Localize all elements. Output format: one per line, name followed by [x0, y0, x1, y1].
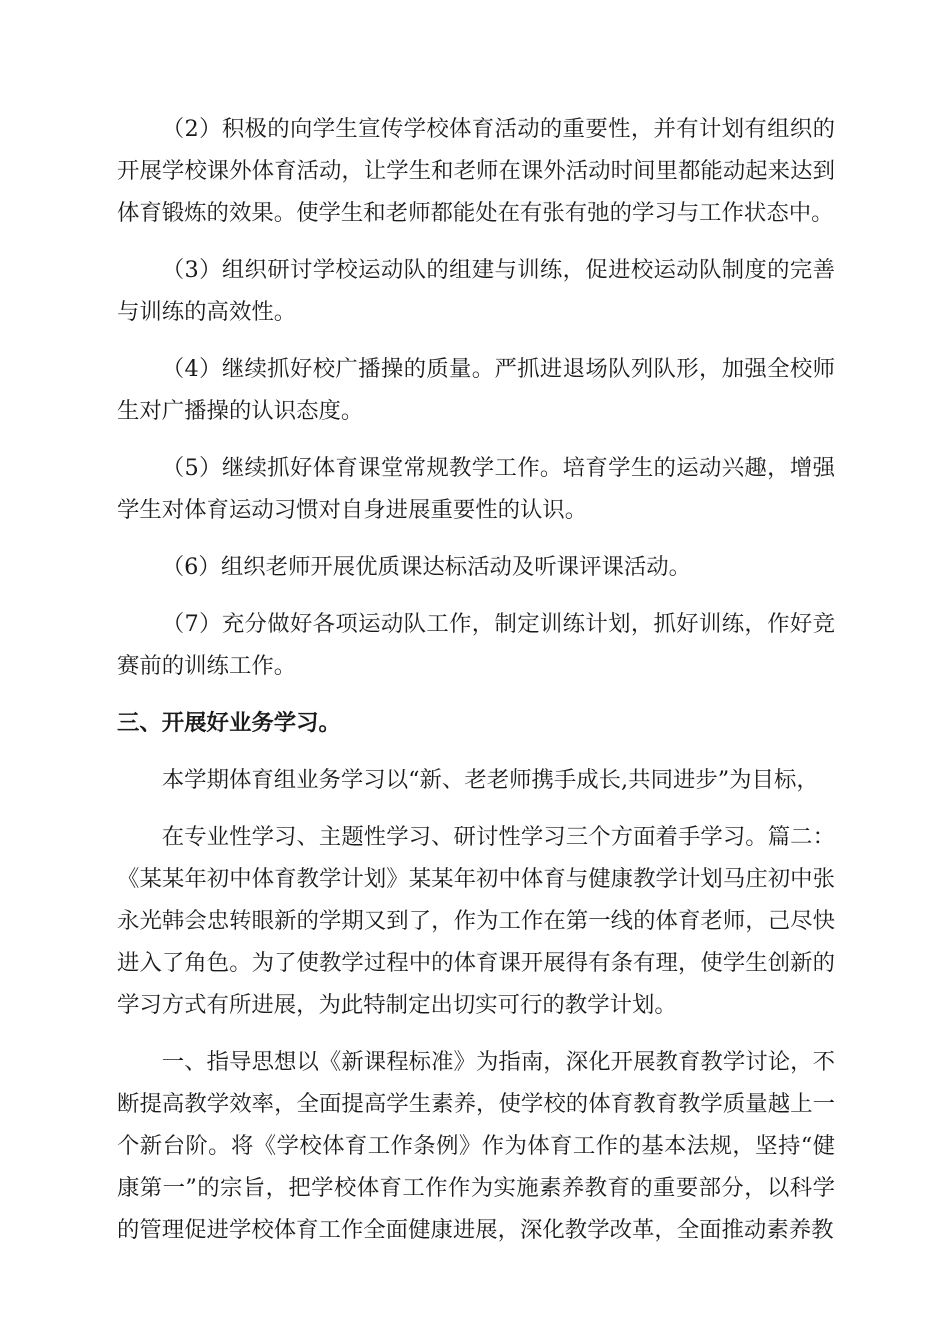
paragraph-item-3: （3）组织研讨学校运动队的组建与训练，促进校运动队制度的完善与训练的高效性。	[117, 257, 835, 325]
document-body	[117, 108, 835, 1266]
paragraph-item-7: （7）充分做好各项运动队工作，制定训练计划，抓好训练，作好竞赛前的训练工作。	[117, 611, 835, 679]
paragraph-item-4: （4）继续抓好校广播操的质量。严抓进退场队列队形，加强全校师生对广播操的认识态度。	[117, 356, 835, 424]
paragraph-item-6: （6）组织老师开展优质课达标活动及听课评课活动。	[161, 554, 692, 580]
guiding-ideology-paragraph: 一、指导思想以《新课程标准》为指南，深化开展教育教学讨论，不断提高教学效率，全面提高学生素养，使学校的体育教育教学质量越上一个新台阶。将《学校体育工作条例》作为体育工作的基本法规，坚持“健康第一”的宗旨，把学校体育工作作为实施素养教育的重要部分，以科学的管理促进学校体育工作全面健康进展，深化教学改革，全面推动素养教	[117, 1049, 835, 1243]
study-aspects-paragraph: 在专业性学习、主题性学习、研讨性学习三个方面着手学习。篇二：《某某年初中体育教学计划》某某年初中体育与健康教学计划马庄初中张永光韩会忠转眼新的学期又到了，作为工作在第一线的体育老师，己尽快进入了角色。为了使教学过程中的体育课开展得有条有理，使学生创新的学习方式有所进展，为此特制定出切实可行的教学计划。	[117, 824, 835, 1018]
section-heading-3: 三、开展好业务学习。	[117, 710, 341, 736]
paragraph-item-5: （5）继续抓好体育课堂常规教学工作。培育学生的运动兴趣，增强学生对体育运动习惯对自身进展重要性的认识。	[117, 455, 835, 523]
paragraph-item-2: （2）积极的向学生宣传学校体育活动的重要性，并有计划有组织的开展学校课外体育活动，让学生和老师在课外活动时间里都能动起来达到体育锻炼的效果。使学生和老师都能处在有张有弛的学习与工作状态中。	[117, 116, 835, 226]
study-goal-paragraph: 本学期体育组业务学习以“新、老老师携手成长,共同进步”为目标，	[161, 767, 819, 793]
